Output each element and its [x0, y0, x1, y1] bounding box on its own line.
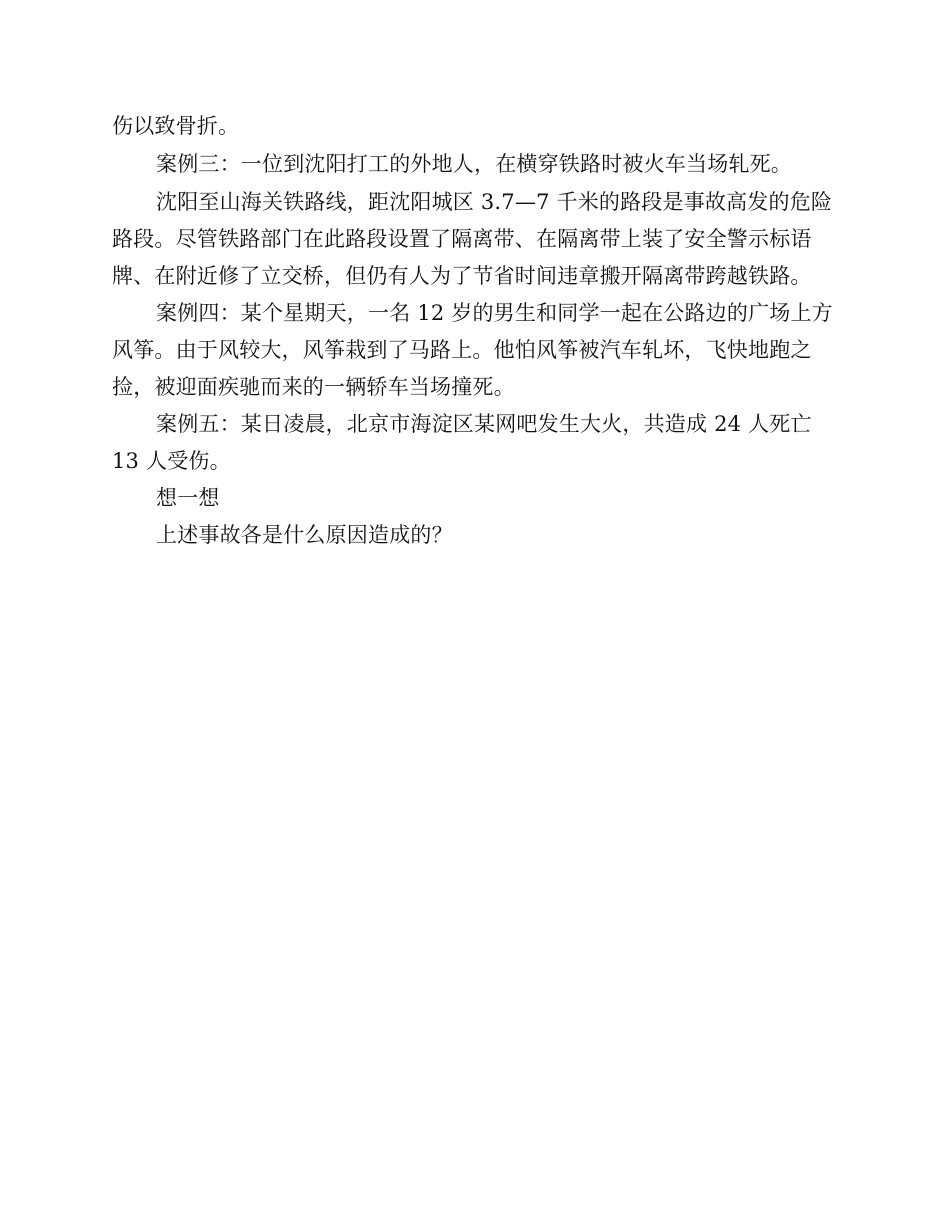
case-four-paragraph-line-3: 捡，被迎面疾驰而来的一辆轿车当场撞死。: [112, 375, 515, 399]
railway-paragraph-line-3: 牌、在附近修了立交桥，但仍有人为了节省时间违章搬开隔离带跨越铁路。: [112, 264, 812, 288]
paragraph-continuation: 伤以致骨折。: [112, 114, 240, 138]
case-four-paragraph-line-1: 案例四：某个星期天，一名 12 岁的男生和同学一起在公路边的广场上方: [156, 301, 833, 325]
case-five-paragraph-line-2: 13 人受伤。: [112, 449, 231, 473]
railway-paragraph-line-1: 沈阳至山海关铁路线，距沈阳城区 3.7—7 千米的路段是事故高发的危险: [156, 190, 833, 214]
question-text: 上述事故各是什么原因造成的？: [156, 523, 453, 547]
railway-paragraph-line-2: 路段。尽管铁路部门在此路段设置了隔离带、在隔离带上装了安全警示标语: [112, 227, 812, 251]
case-four-paragraph-line-2: 风筝。由于风较大，风筝栽到了马路上。他怕风筝被汽车轧坏，飞快地跑之: [112, 338, 812, 362]
case-three-paragraph: 案例三：一位到沈阳打工的外地人，在横穿铁路时被火车当场轧死。: [156, 152, 792, 176]
think-heading: 想一想: [156, 486, 220, 510]
case-five-paragraph-line-1: 案例五：某日凌晨，北京市海淀区某网吧发生大火，共造成 24 人死亡: [156, 412, 812, 436]
